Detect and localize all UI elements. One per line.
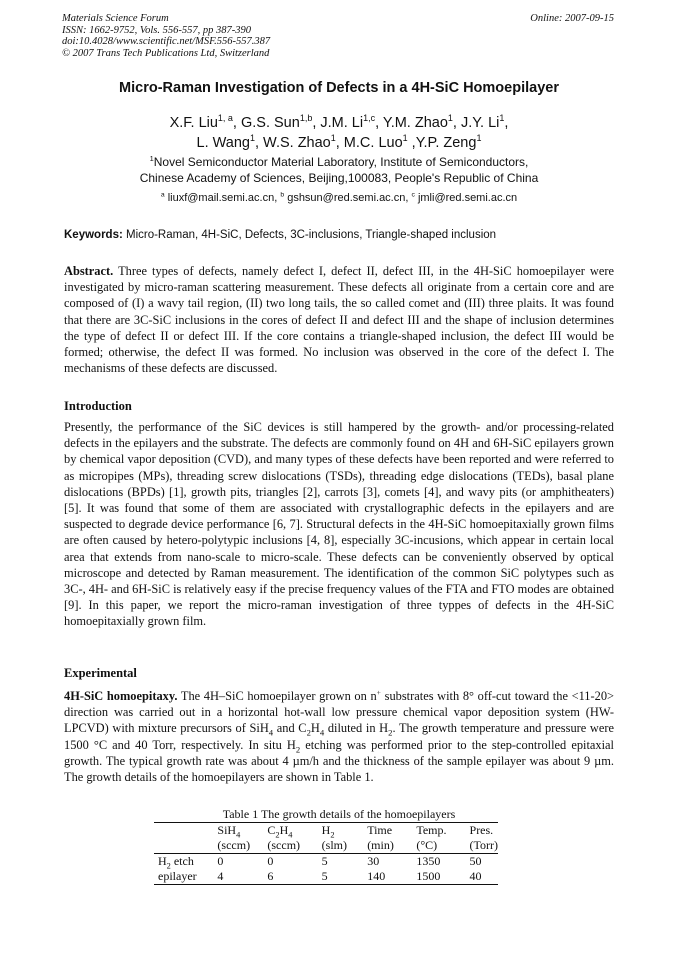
experimental-heading: Experimental [64,666,137,680]
journal-issn: ISSN: 1662-9752, Vols. 556-557, pp 387-390 [62,24,251,36]
growth-details-table [154,822,498,885]
table-cell: 5 [321,869,328,883]
table-cell: 50 [466,854,498,870]
table-cell: 1500 [416,869,441,883]
row-label: epilayer [158,869,197,883]
author-name: L. Wang [196,135,250,151]
table-cell: 140 [367,869,386,883]
table-unit-cell: (Torr) [469,838,498,852]
author-name: , J.M. Li [312,115,364,131]
keywords-text: Micro-Raman, 4H-SiC, Defects, 3C-inclusions, Triangle-shaped inclusion [122,229,497,241]
table-unit-cell: (sccm) [217,838,251,852]
table-unit-cell: (°C) [416,838,438,852]
table-unit-cell: (sccm) [267,838,301,852]
email-link: gshsun@red.semi.ac.cn, [284,192,412,204]
author-list [0,113,678,153]
author-line-1: X.F. Liu$^{1, a}$, G.S. Sun$^{1,b}$, J.M. Li$^{1,c}$, Y.M. Zhao$^1$, J.Y. Li$^1$, [169,113,509,131]
author-name: , M.C. Luo [335,135,403,151]
keywords-label: Keywords: [64,229,123,241]
table-header-row [154,823,498,838]
table-unit-row [154,838,498,854]
table-row [154,869,498,884]
table-cell: 6 [267,869,274,883]
author-name: , W.S. Zhao [255,135,331,151]
abstract [64,263,614,376]
abstract-label: Abstract. [64,264,114,278]
table-cell: 0 [213,854,263,870]
table-header-cell: Temp. [416,823,447,837]
author-line-2: L. Wang$^1$, W.S. Zhao$^1$, M.C. Luo$^1$ ,Y.P. Zeng$^1$ [196,133,482,151]
introduction-body: Presently, the performance of the SiC devices is still hampered by the growth- and/or processing-related defects in the epilayers and the substrate. The defects are commonly found on 4H and 6H-SiC epilayers grown by chemical vapor deposition (CVD), and many types of these defects have been reported and were referred to as micropipes (MPs), threading screw dislocations (TSDs), threading edge dislocations (TEDs), basal plane dislocations (BPDs) [1], growth pits, triangles [2], carrots [3], comets [4], and wavy pits (or amphitheaters) [5]. It was found that some of them are associated with crystallographic defects in the epilayers and are suspected to degrade device performance [6, 7]. Structural defects in the 4H-SiC homoepitaxially grown films are often caused by hetero-polytypic inclusions [4, 8], especially 3C-incusions, which appear in certain local area that extends from nano-scale to micro-scale. These defects can be conveniently observed by optical microscope and detected by Raman measurement. The identification of the common SiC polytypes such as 3C-, 4H- and 6H-SiC is relatively easy if the precise frequency values of the FTA and FTO modes are obtained [9]. In this paper, we report the micro-raman investigation of three typpes of defects in the 4H-SiC homoepitaxially grown film. [64,420,615,629]
row-label: $H_2$ etch [154,854,213,870]
table-header-cell: $H_2$ [321,823,335,840]
author-emails: $^a$ liuxf@mail.semi.ac.cn, $^b$ gshsun@red.semi.ac.cn, $^c$ jmli@red.semi.ac.cn [160,191,518,204]
table-caption: Table 1 The growth details of the homoepilayers [222,807,456,821]
table-header-cell: Time [367,823,393,837]
online-date: Online: 2007-09-15 [530,13,614,24]
table-header-cell: $C_2H_4$ [267,823,293,840]
author-name: , G.S. Sun [232,115,300,131]
paper-title: Micro-Raman Investigation of Defects in a 4H-SiC Homoepilayer [119,80,559,96]
table-cell: 4 [217,869,224,883]
email-link: liuxf@mail.semi.ac.cn, [164,192,281,204]
table-unit-cell: (slm) [321,838,348,852]
table-cell: 0 [263,854,317,870]
table-cell: 5 [318,854,364,870]
abstract-text: Three types of defects, namely defect I, defect II, defect III, in the 4H-SiC homoepilayer were investigated by micro-raman scattering measurement. These defects all originate from a certain core and are composed of (I) a wavy tail region, (II) two long tails, the so called comet and (III) three plaits. It was found that there are 3C-SiC inclusions in the cores of defect II and defect III and the shape of inclusion determines the type of defect II or defect III. If the core contains a triangle-shaped inclusion, the defect III would be formed; otherwise, the defect II was formed. No inclusion was observed in the core of the defect I. The mechanisms of these defects are discussed. [64,264,614,376]
experimental-body: 4H-SiC homoepitaxy. The 4H–SiC homoepilayer grown on n+ substrates with 8° off-cut toward the <11-20> direction was carried out in a horizontal hot-wall low pressure chemical vapor deposition system (HW-LPCVD) with mixture precursors of SiH$_4$ and $C_2H_4$ diluted in $H_2$. The growth temperature and pressure were 1500 °C and 40 Torr, respectively. In situ $H_2$ etching was performed prior to the step-controlled epitaxial growth. The typical growth rate was about 4 µm/h and the thickness of the sample epilayer was about 9 µm. The growth details of the homoepilayers are shown in Table 1. [64,687,615,785]
table-row [154,854,498,870]
table-header-cell: SiH$_4$ [217,823,241,840]
table-cell: 1350 [412,854,465,870]
author-name: , J.Y. Li [452,115,500,131]
journal-doi: doi:10.4028/www.scientific.net/MSF.556-557.387 [62,36,271,47]
keywords [64,229,496,241]
table-cell: 30 [363,854,412,870]
journal-header [62,13,270,59]
journal-name: Materials Science Forum [62,13,169,24]
author-name: X.F. Liu [169,115,218,131]
email-link: jmli@red.semi.ac.cn [414,192,518,204]
journal-copyright: © 2007 Trans Tech Publications Ltd, Switzerland [62,47,270,59]
author-name: , Y.M. Zhao [375,115,448,131]
table-cell: 40 [469,869,482,883]
author-name: ,Y.P. Zeng [407,135,477,151]
affiliation: $^1$Novel Semiconductor Material Laboratory, Institute of Semiconductors, Chinese Academy of Sciences, Beijing,100083, People's Republic of China [139,154,539,185]
table-header-cell: Pres. [469,823,494,837]
subsection-label: 4H-SiC homoepitaxy. [64,689,178,703]
introduction-heading: Introduction [64,399,132,413]
table-unit-cell: (min) [367,838,394,852]
